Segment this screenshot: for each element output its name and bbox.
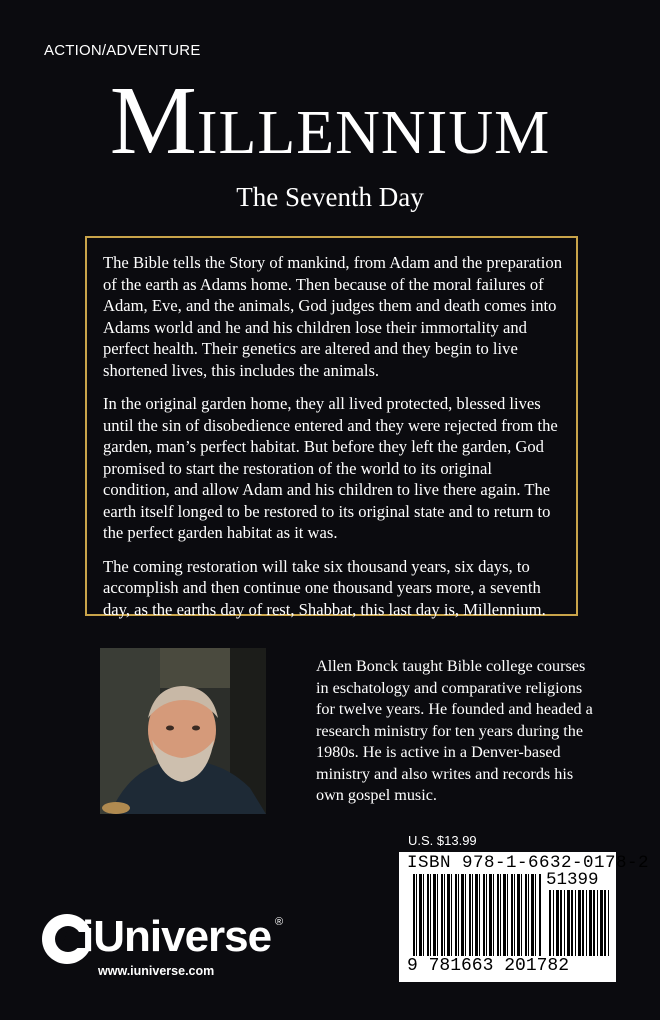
publisher-name: iUniverse	[82, 912, 272, 961]
publisher-url: www.iuniverse.com	[98, 964, 215, 978]
title-rest: ILLENNIUM	[196, 99, 551, 167]
blurb-paragraph: In the original garden home, they all lived protected, blessed lives until the sin of disobedience entered and they were rejected from the garden, man’s perfect habitat. But before they left the garden, God promised to start the restoration of the world to its original condition, and allow Adam and his children to live there again. The earth itself longed to be restored to its original state and to return to the perfect garden habitat as it was.	[103, 394, 558, 542]
title-initial: M	[109, 67, 197, 175]
isbn-label: ISBN 978-1-6632-0178-2	[407, 853, 650, 873]
barcode-digits: 9 781663 201782	[407, 956, 570, 976]
isbn-barcode	[399, 852, 650, 982]
blurb-box	[85, 236, 578, 619]
barcode-bars	[413, 874, 541, 956]
blurb-paragraph: The coming restoration will take six thousand years, six days, to accomplish and then continue one thousand years more, a seventh day, as the earths day of rest, Shabbat, this last day is, Millennium.	[103, 556, 546, 619]
publisher-logo	[42, 912, 302, 982]
price-label: U.S. $13.99	[408, 833, 477, 848]
author-bio: Allen Bonck taught Bible college courses in eschatology and comparative religions for twelve years. He founded and headed a research ministry for ten years during the 1980s. He is active in a Denver-based ministry and also writes and records his own gospel music.	[316, 657, 593, 804]
author-portrait-image	[100, 648, 266, 814]
barcode-addon-number: 51399	[546, 870, 599, 890]
blurb-paragraph: The Bible tells the Story of mankind, from Adam and the preparation of the earth as Adams home. Then because of the moral failures of Adam, Eve, and the animals, God judges them and death comes into Adams world and he and his children lose their immortality and perfect health. Their genetics are altered and they begin to live shortened lives, this includes the animals.	[103, 253, 562, 380]
registered-mark: ®	[275, 916, 284, 928]
book-title	[0, 67, 660, 175]
barcode-addon-bars	[549, 890, 609, 956]
genre-label: ACTION/ADVENTURE	[44, 42, 201, 59]
author-photo	[100, 648, 266, 814]
book-subtitle: The Seventh Day	[236, 182, 424, 212]
